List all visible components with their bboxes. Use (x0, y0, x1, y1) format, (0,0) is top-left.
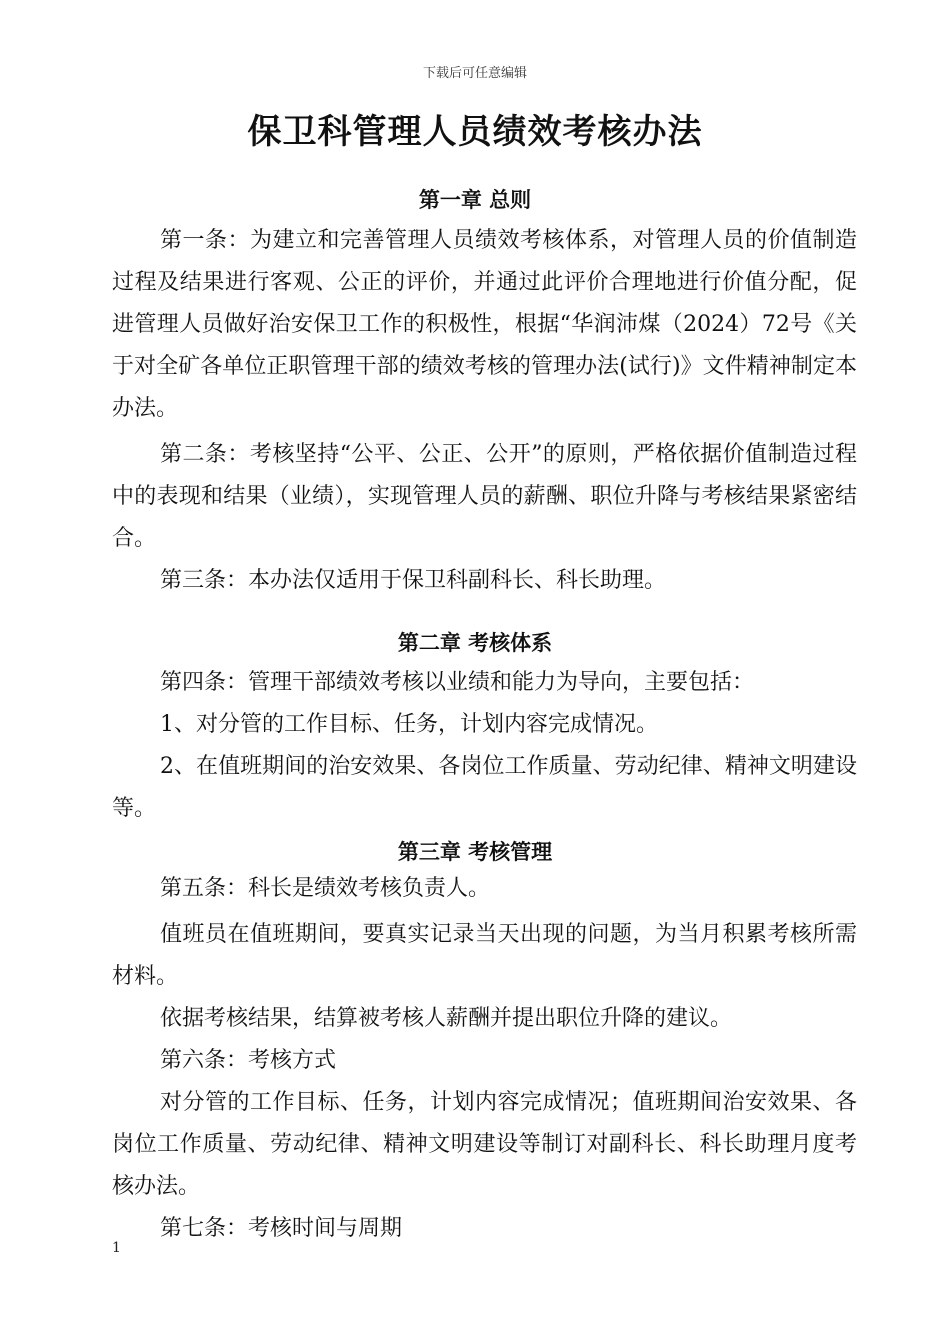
page-number: 1 (112, 1240, 121, 1256)
method-paragraph: 对分管的工作目标、任务，计划内容完成情况；值班期间治安效果、各岗位工作质量、劳动纪律、精神文明建设等制订对副科长、科长助理月度考核办法。 (112, 1090, 857, 1199)
item-2: 2、在值班期间的治安效果、各岗位工作质量、劳动纪律、精神文明建设等。 (112, 754, 857, 821)
chapter-1-heading: 第一章 总则 (418, 187, 532, 212)
chapter-2-body (112, 662, 857, 830)
item-1: 1、对分管的工作目标、任务，计划内容完成情况。 (160, 712, 658, 737)
article-1: 第一条：为建立和完善管理人员绩效考核体系，对管理人员的价值制造过程及结果进行客观、公正的评价，并通过此评价合理地进行价值分配，促进管理人员做好治安保卫工作的积极性，根据“华润沛煤（2024）72号《关于对全矿各单位正职管理干部的绩效考核的管理办法(试行)》文件精神制定本办法。 (112, 228, 857, 421)
chapter-3-heading: 第三章 考核管理 (397, 839, 553, 864)
article-3: 第三条：本办法仅适用于保卫科副科长、科长助理。 (160, 568, 667, 593)
result-paragraph: 依据考核结果，结算被考核人薪酬并提出职位升降的建议。 (160, 1006, 733, 1031)
chapter-3-body (112, 868, 857, 1250)
chapter-2-heading: 第二章 考核体系 (397, 630, 553, 655)
article-2: 第二条：考核坚持“公平、公正、公开”的原则，严格依据价值制造过程中的表现和结果（业绩），实现管理人员的薪酬、职位升降与考核结果紧密结合。 (112, 442, 857, 551)
article-5: 第五条：科长是绩效考核负责人。 (160, 876, 491, 901)
page-header-note: 下载后可任意编辑 (422, 66, 527, 81)
article-4: 第四条：管理干部绩效考核以业绩和能力为导向，主要包括： (160, 670, 755, 695)
chapter-1-body (112, 220, 857, 602)
duty-officer-paragraph: 值班员在值班期间，要真实记录当天出现的问题，为当月积累考核所需材料。 (112, 922, 857, 989)
article-6: 第六条：考核方式 (160, 1048, 337, 1073)
article-7: 第七条：考核时间与周期 (160, 1216, 403, 1241)
document-title: 保卫科管理人员绩效考核办法 (247, 112, 703, 152)
